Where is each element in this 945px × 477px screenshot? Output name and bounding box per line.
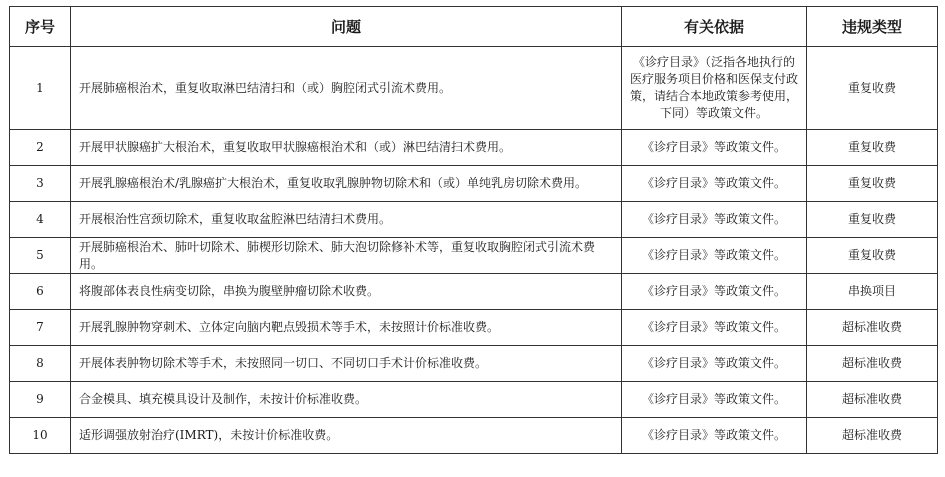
row-issue: 适形调强放射治疗(IMRT)，未按计价标准收费。 [71, 418, 622, 454]
row-index: 5 [10, 238, 71, 274]
table-row [10, 346, 938, 382]
table-row [10, 202, 938, 238]
row-type: 重复收费 [807, 166, 938, 202]
row-type: 重复收费 [807, 202, 938, 238]
row-index: 1 [10, 47, 71, 130]
table-row [10, 274, 938, 310]
row-index: 2 [10, 130, 71, 166]
row-basis: 《诊疗目录》等政策文件。 [622, 382, 807, 418]
table-row [10, 238, 938, 274]
row-type: 重复收费 [807, 47, 938, 130]
row-type: 超标准收费 [807, 418, 938, 454]
table-row [10, 418, 938, 454]
table-row [10, 310, 938, 346]
header-issue: 问题 [71, 7, 622, 47]
row-basis: 《诊疗目录》等政策文件。 [622, 274, 807, 310]
row-issue: 开展根治性宫颈切除术，重复收取盆腔淋巴结清扫术费用。 [71, 202, 622, 238]
row-issue: 将腹部体表良性病变切除，串换为腹壁肿瘤切除术收费。 [71, 274, 622, 310]
violations-table-container [9, 6, 937, 454]
row-basis: 《诊疗目录》等政策文件。 [622, 166, 807, 202]
row-issue: 开展肺癌根治术、肺叶切除术、肺楔形切除术、肺大泡切除修补术等，重复收取胸腔闭式引流术费用。 [71, 238, 622, 274]
row-issue: 合金模具、填充模具设计及制作，未按计价标准收费。 [71, 382, 622, 418]
row-index: 6 [10, 274, 71, 310]
row-index: 3 [10, 166, 71, 202]
row-type: 重复收费 [807, 238, 938, 274]
table-row [10, 382, 938, 418]
row-index: 9 [10, 382, 71, 418]
table-row [10, 47, 938, 130]
row-basis: 《诊疗目录》等政策文件。 [622, 202, 807, 238]
header-index: 序号 [10, 7, 71, 47]
header-type: 违规类型 [807, 7, 938, 47]
row-basis: 《诊疗目录》（泛指各地执行的医疗服务项目价格和医保支付政策，请结合本地政策参考使用，下同）等政策文件。 [622, 47, 807, 130]
row-basis: 《诊疗目录》等政策文件。 [622, 130, 807, 166]
row-issue: 开展乳腺肿物穿刺术、立体定向脑内靶点毁损术等手术，未按照计价标准收费。 [71, 310, 622, 346]
row-issue: 开展甲状腺癌扩大根治术，重复收取甲状腺癌根治术和（或）淋巴结清扫术费用。 [71, 130, 622, 166]
row-type: 重复收费 [807, 130, 938, 166]
row-index: 10 [10, 418, 71, 454]
row-issue: 开展乳腺癌根治术/乳腺癌扩大根治术，重复收取乳腺肿物切除术和（或）单纯乳房切除术费用。 [71, 166, 622, 202]
header-basis: 有关依据 [622, 7, 807, 47]
row-type: 超标准收费 [807, 310, 938, 346]
table-row [10, 130, 938, 166]
row-basis: 《诊疗目录》等政策文件。 [622, 238, 807, 274]
row-basis: 《诊疗目录》等政策文件。 [622, 310, 807, 346]
row-index: 8 [10, 346, 71, 382]
row-index: 7 [10, 310, 71, 346]
row-type: 超标准收费 [807, 346, 938, 382]
violations-table [9, 6, 938, 454]
table-header-row [10, 7, 938, 47]
row-type: 串换项目 [807, 274, 938, 310]
table-row [10, 166, 938, 202]
row-basis: 《诊疗目录》等政策文件。 [622, 346, 807, 382]
row-issue: 开展体表肿物切除术等手术，未按照同一切口、不同切口手术计价标准收费。 [71, 346, 622, 382]
row-type: 超标准收费 [807, 382, 938, 418]
row-basis: 《诊疗目录》等政策文件。 [622, 418, 807, 454]
row-issue: 开展肺癌根治术，重复收取淋巴结清扫和（或）胸腔闭式引流术费用。 [71, 47, 622, 130]
row-index: 4 [10, 202, 71, 238]
